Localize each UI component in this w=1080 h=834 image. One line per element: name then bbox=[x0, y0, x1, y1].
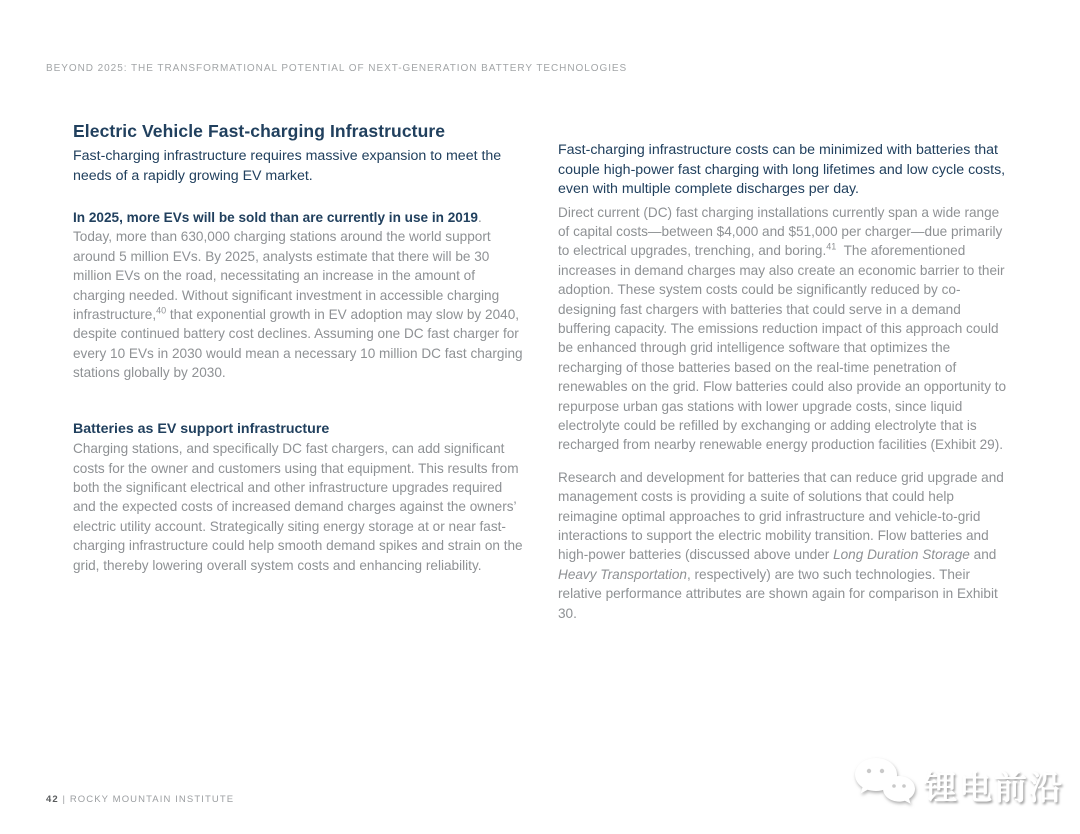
paragraph-text: , respectively) are two such technologies. Their relative performance attributes are shown again for comparison in Exhibit 30. bbox=[558, 566, 998, 621]
left-column bbox=[73, 121, 523, 575]
page-number: 42 bbox=[46, 794, 59, 805]
paragraph-text: The aforementioned increases in demand charges may also create an economic barrier to their adoption. These system costs could be significantly reduced by co-designing fast chargers with batteries that could serve in a demand buffering capacity. The emissions reduction impact of this approach could be enhanced through grid intelligence software that optimizes the recharging of those batteries based on the real-time penetration of renewables on the grid. Flow batteries could also provide an opportunity to repurpose urban gas stations with lower upgrade costs, since liquid electrolyte could be refilled by exchanging or adding electrolyte that is recharged from nearby renewable energy production facilities (Exhibit 29). bbox=[558, 243, 1007, 453]
paragraph-text: Research and development for batteries that can reduce grid upgrade and management costs is providing a suite of solutions that could help reimagine optimal approaches to grid infrastructure and vehicle-to-grid interactions to support the electric mobility transition. Flow batteries and high-power batteries (discussed above under bbox=[558, 469, 1004, 563]
section-heading-batteries-ev-support: Batteries as EV support infrastructure bbox=[73, 420, 330, 437]
paragraph-lead-bold: In 2025, more EVs will be sold than are currently in use in 2019 bbox=[73, 210, 478, 225]
right-column-intro: Fast-charging infrastructure costs can be minimized with batteries that couple high-power fast charging with long lifetimes and low cycle costs, even with multiple complete discharges per day. bbox=[558, 142, 1006, 197]
watermark bbox=[853, 756, 1064, 815]
paragraph-text: and bbox=[969, 547, 997, 563]
paragraph-text: Direct current (DC) fast charging installations currently span a wide range of capital costs—between $4,000 and $51,000 per charger—due primarily to electrical upgrades, trenching, and boring. bbox=[558, 204, 1003, 259]
footer-institute-label: | ROCKY MOUNTAIN INSTITUTE bbox=[58, 794, 235, 805]
article-title: Electric Vehicle Fast-charging Infrastructure bbox=[73, 121, 446, 141]
right-column bbox=[558, 141, 1011, 623]
watermark-label: 锂电前沿 bbox=[924, 769, 1064, 806]
footnote-reference-40: 40 bbox=[156, 305, 167, 316]
footnote-reference-41: 41 bbox=[826, 241, 837, 252]
report-running-header: BEYOND 2025: THE TRANSFORMATIONAL POTENTIAL OF NEXT-GENERATION BATTERY TECHNOLOGIES bbox=[46, 63, 628, 74]
page-footer bbox=[46, 794, 234, 805]
article-subtitle: Fast-charging infrastructure requires massive expansion to meet the needs of a rapidly growing EV market. bbox=[73, 148, 502, 184]
italic-term-long-duration-storage: Long Duration Storage bbox=[833, 547, 970, 563]
italic-term-heavy-transportation: Heavy Transportation bbox=[558, 566, 687, 582]
left-paragraph-1 bbox=[73, 208, 523, 383]
paragraph-text: that exponential growth in EV adoption may slow by 2040, despite continued battery cost declines. Assuming one DC fast charger for every 10 EVs in 2030 would mean a necessary 10 million DC fast charging stations globally by 2030. bbox=[73, 307, 523, 381]
right-paragraph-2 bbox=[558, 468, 1011, 623]
paragraph-text: . Today, more than 630,000 charging stations around the world support around 5 million EVs. By 2025, analysts estimate that there will be 30 million EVs on the road, necessitating an increase in the amount of charging needed. Without significant investment in accessible charging infrastructure, bbox=[73, 210, 500, 323]
right-paragraph-1 bbox=[558, 203, 1011, 455]
wechat-logo-icon bbox=[853, 756, 915, 815]
left-paragraph-2: Charging stations, and specifically DC fast chargers, can add significant costs for the owner and customers using that equipment. This results from both the significant electrical and other infrastructure upgrades required and the expected costs of increased demand charges against the owners’ electric utility account. Strategically siting energy storage at or near fast-charging infrastructure could help smooth demand spikes and strain on the grid, thereby lowering overall system costs and enhancing reliability. bbox=[73, 441, 523, 573]
